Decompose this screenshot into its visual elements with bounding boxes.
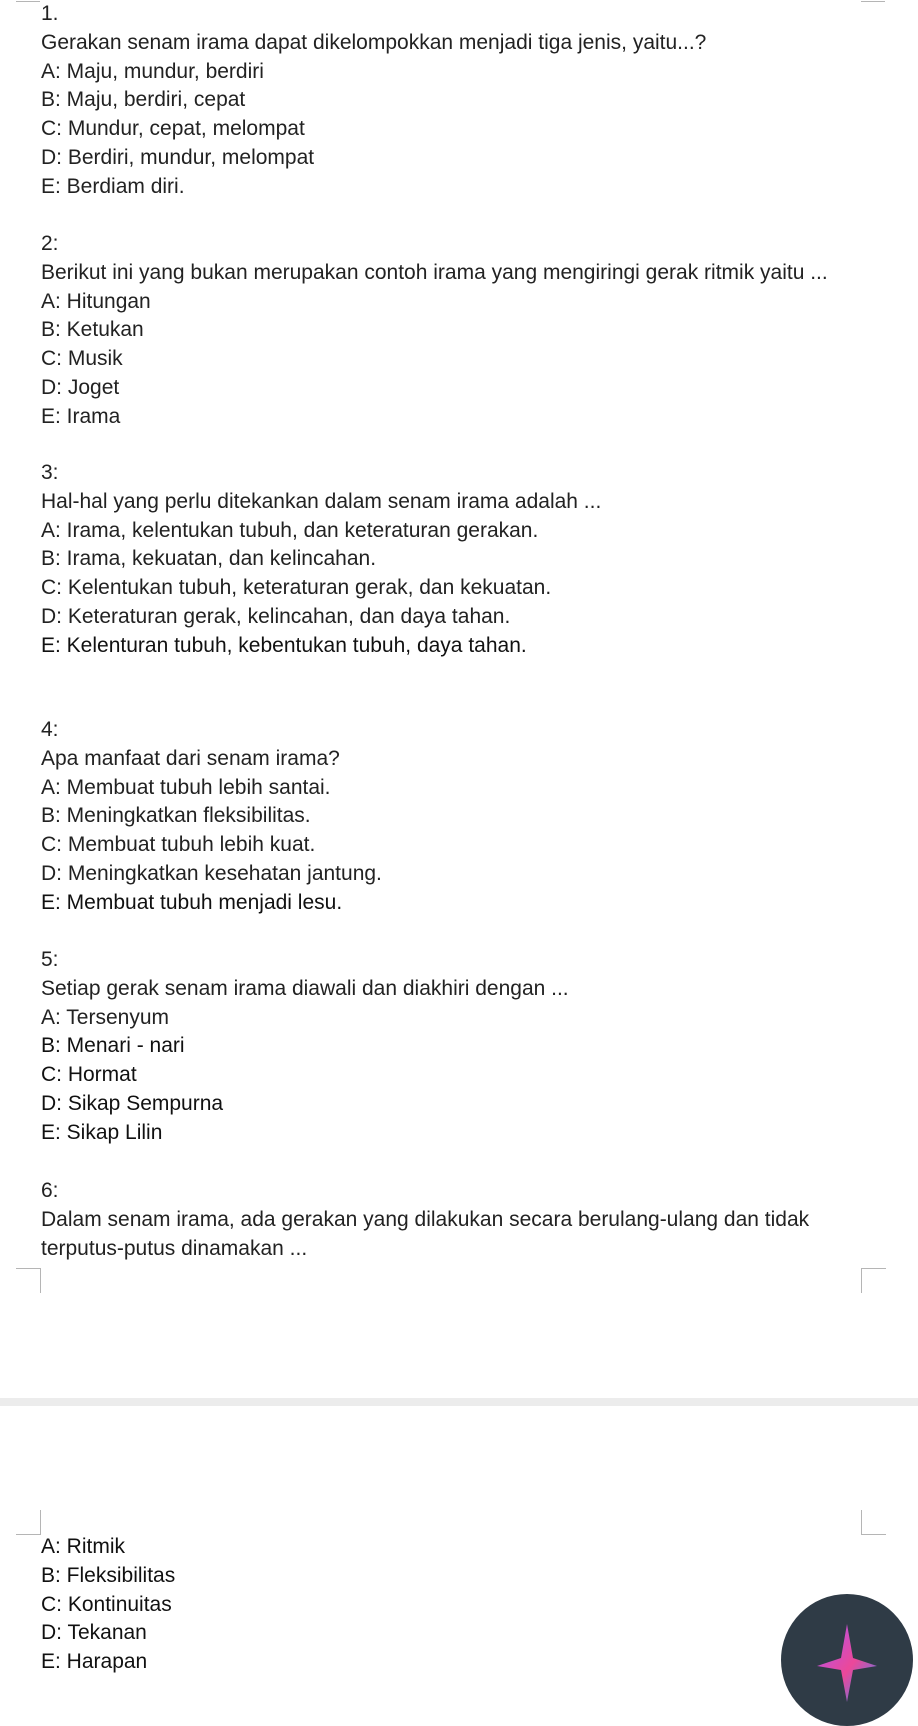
question-2 (41, 230, 828, 432)
option-e: E: Berdiam diri. (41, 174, 185, 198)
option-e: E: Sikap Lilin (41, 1120, 163, 1144)
ai-assistant-button[interactable] (781, 1594, 913, 1726)
option-e: E: Kelenturan tubuh, kebentukan tubuh, daya tahan. (41, 633, 527, 657)
option-d: D: Meningkatkan kesehatan jantung. (41, 861, 382, 885)
crop-mark (861, 1268, 886, 1293)
option-d: D: Sikap Sempurna (41, 1091, 224, 1115)
option-d: D: Berdiri, mundur, melompat (41, 145, 315, 169)
option-c: C: Mundur, cepat, melompat (41, 117, 305, 141)
question-5 (41, 946, 569, 1148)
option-a: A: Hitungan (41, 289, 151, 313)
option-b: B: Meningkatkan fleksibilitas. (41, 804, 311, 828)
question-number: 2: (41, 232, 59, 255)
question-number: 5: (41, 948, 59, 971)
option-e: E: Membuat tubuh menjadi lesu. (41, 890, 343, 914)
question-3 (41, 459, 601, 661)
option-b: B: Menari - nari (41, 1034, 185, 1058)
sparkle-icon (815, 1622, 879, 1702)
question-text: Hal-hal yang perlu ditekankan dalam senam irama adalah ... (41, 489, 602, 513)
option-d: D: Joget (41, 375, 120, 399)
option-c: C: Kelentukan tubuh, keteraturan gerak, dan kekuatan. (41, 576, 552, 600)
question-6-options (41, 1533, 175, 1677)
option-c: C: Kontinuitas (41, 1592, 172, 1616)
option-a: A: Ritmik (41, 1535, 125, 1558)
question-text: Berikut ini yang bukan merupakan contoh irama yang mengiringi gerak ritmik yaitu ... (41, 260, 828, 284)
option-e: E: Irama (41, 404, 121, 428)
option-e: E: Harapan (41, 1650, 148, 1674)
option-b: B: Fleksibilitas (41, 1563, 176, 1587)
crop-mark (861, 1510, 886, 1535)
option-a: A: Irama, kelentukan tubuh, dan keteraturan gerakan. (41, 518, 539, 542)
document-page-2 (0, 1406, 918, 1694)
question-4 (41, 716, 382, 918)
option-c: C: Membuat tubuh lebih kuat. (41, 833, 316, 857)
crop-mark (16, 1510, 41, 1535)
question-text: Setiap gerak senam irama diawali dan diakhiri dengan ... (41, 976, 569, 1000)
question-text: Apa manfaat dari senam irama? (41, 746, 340, 770)
option-a: A: Tersenyum (41, 1005, 169, 1029)
question-text-line-2: terputus-putus dinamakan ... (41, 1236, 308, 1260)
question-number: 4: (41, 718, 59, 741)
option-b: B: Irama, kekuatan, dan kelincahan. (41, 547, 377, 571)
question-6 (41, 1177, 809, 1263)
crop-mark (16, 0, 40, 2)
question-text: Gerakan senam irama dapat dikelompokkan menjadi tiga jenis, yaitu...? (41, 30, 707, 54)
question-text-line-1: Dalam senam irama, ada gerakan yang dilakukan secara berulang-ulang dan tidak (41, 1207, 810, 1231)
option-c: C: Hormat (41, 1063, 137, 1087)
option-a: A: Maju, mundur, berdiri (41, 59, 264, 83)
crop-mark (16, 1268, 41, 1293)
option-d: D: Tekanan (41, 1621, 147, 1645)
page-separator (0, 1398, 918, 1406)
option-b: B: Maju, berdiri, cepat (41, 88, 246, 112)
question-number: 3: (41, 461, 59, 484)
option-a: A: Membuat tubuh lebih santai. (41, 775, 331, 799)
question-number: 6: (41, 1179, 59, 1202)
question-1 (41, 0, 706, 202)
crop-mark (861, 0, 885, 2)
question-number: 1. (41, 2, 59, 25)
option-c: C: Musik (41, 347, 123, 371)
option-b: B: Ketukan (41, 318, 144, 342)
option-d: D: Keteraturan gerak, kelincahan, dan daya tahan. (41, 604, 511, 628)
